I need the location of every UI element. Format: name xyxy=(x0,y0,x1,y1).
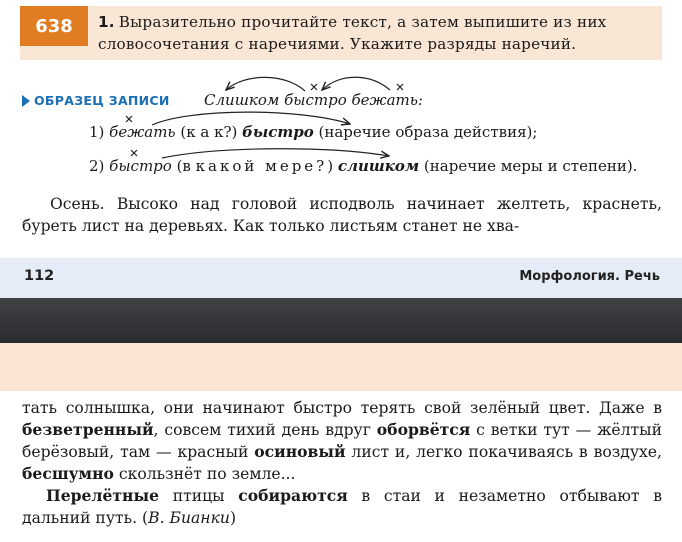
line1-note: (наречие образа действия); xyxy=(313,123,538,141)
line2-prefix: 2) xyxy=(89,157,110,175)
next-page-header-band xyxy=(0,343,682,391)
sample-line-2 xyxy=(89,157,637,175)
triangle-marker-icon xyxy=(22,95,30,107)
sample-tag-label: ОБРАЗЕЦ ЗАПИСИ xyxy=(34,93,170,108)
task-number-badge: 638 xyxy=(20,6,88,46)
line1-question: (к а к?) xyxy=(175,123,243,141)
line1-prefix: 1) xyxy=(89,123,110,141)
p3-text-3: ) xyxy=(229,509,237,527)
p3-bold-2: собираются xyxy=(238,486,348,505)
text-paragraph-2 xyxy=(22,397,662,485)
p3-text-1: птицы xyxy=(159,487,239,505)
line2-question: какой мере? xyxy=(195,157,328,175)
p3-text-2: в стаи и незаметно отбывают в дальний путь. ( xyxy=(22,487,662,527)
p2-text-3: с ветки тут — жёлтый берёзовый, там — красный xyxy=(22,421,662,461)
task-item-number: 1. xyxy=(98,13,115,31)
link-arrow-2 xyxy=(322,77,390,90)
p2-text-1: тать солнышка, они начинают быстро терять свой зелёный цвет. Даже в xyxy=(22,399,662,417)
task-instruction-text: Выразительно прочитайте текст, а затем выпишите из них словосочетания с наречиями. Укажите разряды наречий. xyxy=(98,13,607,53)
task-instruction xyxy=(98,11,658,55)
sample-line-1 xyxy=(89,123,537,141)
p2-text-2: , совсем тихий день вдруг xyxy=(153,421,377,439)
line2-adverb: слишком xyxy=(337,157,420,175)
text-paragraph-1: Осень. Высоко над головой исподволь начинает желтеть, краснеть, буреть лист на деревьях. Как только листьям станет не хва- xyxy=(22,195,662,235)
sample-phrase: Слишком быстро бежать: xyxy=(204,91,423,109)
line2-question-close: ) xyxy=(327,157,338,175)
line2-word: быстро xyxy=(109,157,172,175)
line2-question-open: (в xyxy=(171,157,196,175)
link-arrow-1 xyxy=(226,77,305,91)
line2-note: (наречие меры и степени). xyxy=(419,157,638,175)
p2-bold-4: бесшумно xyxy=(22,464,114,483)
p2-text-5: скользнёт по земле... xyxy=(113,465,296,483)
p2-bold-3: осиновый xyxy=(254,442,346,461)
page-section-title: Морфология. Речь xyxy=(519,269,660,284)
author-name: В. Бианки xyxy=(148,509,230,527)
p3-bold-1: Перелётные xyxy=(46,486,160,505)
line1-adverb: быстро xyxy=(242,123,314,141)
page-number: 112 xyxy=(24,268,55,284)
text-paragraph-3 xyxy=(22,485,662,529)
line1-verb: бежать xyxy=(109,123,176,141)
p2-text-4: лист и, легко покачиваясь в воздухе, xyxy=(345,443,662,461)
p2-bold-2: оборвётся xyxy=(376,420,471,439)
page-gap xyxy=(0,298,682,343)
sample-tag xyxy=(22,93,170,108)
p2-bold-1: безветренный xyxy=(22,420,154,439)
